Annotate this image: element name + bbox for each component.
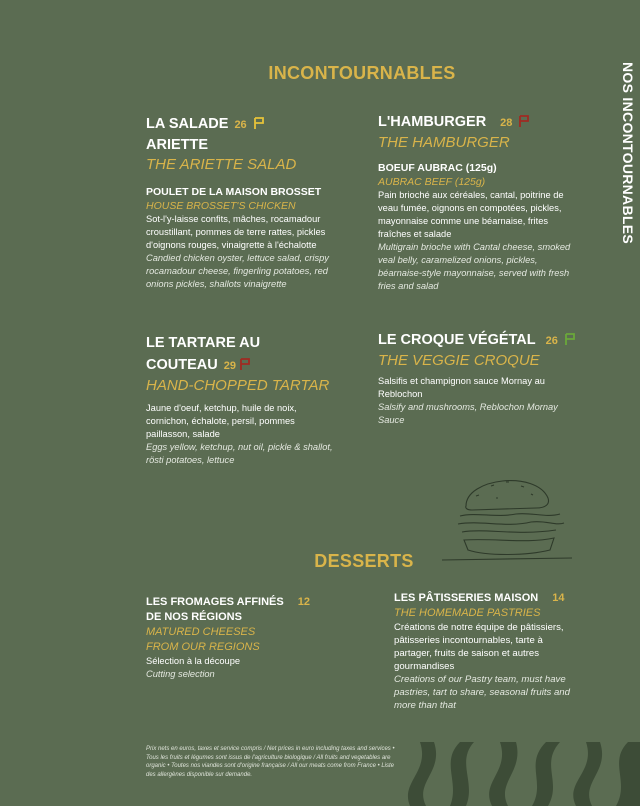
item-description: Sot-l'y-laisse confits, mâches, rocamadour croustillant, pommes de terre rattes, pickles d'oignons rouges, vinaigrette à l'échalotte xyxy=(146,214,326,250)
item-description-en: Cutting selection xyxy=(146,669,215,679)
item-name: LES FROMAGES AFFINÉS xyxy=(146,596,284,608)
footer-note: Prix nets en euros, taxes et service compris / Net prices in euro including taxes and services • Tous les fruits et légumes sont issus de l'agriculture biologique / All fruits and vegetables are organic • Toutes nos viandes sont d'origine française / All our meats come from France • Liste des allergènes disponible sur demande. xyxy=(146,746,395,778)
dessert-item-fromages xyxy=(146,595,356,681)
flag-icon xyxy=(564,333,576,345)
decorative-wave-pattern xyxy=(400,742,640,806)
item-price: 28 xyxy=(500,117,513,129)
side-title: NOS INCONTOURNABLES xyxy=(620,62,636,245)
item-description: Pain brioché aux céréales, cantal, poitrine de veau fumée, oignons en compotées, pickles, mayonnaise comme une béarnaise, frites fraîches et salade xyxy=(378,190,564,239)
item-name: LA SALADE xyxy=(146,116,229,132)
item-description: Jaune d'oeuf, ketchup, huile de noix, cornichon, échalote, persil, pommes paillasson, salade xyxy=(146,403,297,439)
item-price: 14 xyxy=(552,592,565,604)
item-english-name: MATURED CHEESES xyxy=(146,626,256,638)
item-description: Salsifis et champignon sauce Mornay au Reblochon xyxy=(378,376,545,399)
item-english-name-cont: FROM OUR REGIONS xyxy=(146,641,260,653)
item-price: 26 xyxy=(234,119,247,131)
item-name: LE TARTARE AU xyxy=(146,335,261,351)
item-description-en: Eggs yellow, ketchup, nut oil, pickle & shallot, rösti potatoes, lettuce xyxy=(146,442,333,465)
item-name: LES PÂTISSERIES MAISON xyxy=(394,592,539,604)
flag-icon xyxy=(239,358,251,370)
item-price: 29 xyxy=(223,360,236,372)
item-name-cont: DE NOS RÉGIONS xyxy=(146,611,242,623)
item-subheading-en: HOUSE BROSSET'S CHICKEN xyxy=(146,200,296,212)
item-name: LE CROQUE VÉGÉTAL xyxy=(378,332,536,348)
item-subheading: POULET DE LA MAISON BROSSET xyxy=(146,186,322,198)
menu-item-salade xyxy=(146,114,346,291)
menu-item-hamburger xyxy=(378,112,573,293)
section-title-incontournables: INCONTOURNABLES xyxy=(268,63,456,83)
item-name-cont: COUTEAU xyxy=(146,357,218,373)
item-description-en: Creations of our Pastry team, must have pastries, tart to share, seasonal fruits and more than that xyxy=(394,674,570,711)
flag-icon xyxy=(253,117,265,129)
item-description-en: Candied chicken oyster, lettuce salad, crispy rocamadour cheese, fingerling potatoes, red onions pickles, shallots vinaigrette xyxy=(146,253,329,289)
menu-item-tartare xyxy=(146,333,336,467)
menu-item-croque xyxy=(378,330,588,427)
item-english-name: HAND-CHOPPED TARTAR xyxy=(146,377,330,394)
dessert-item-patisseries xyxy=(394,591,582,712)
item-description: Sélection à la découpe xyxy=(146,656,241,666)
item-english-name: THE HAMBURGER xyxy=(378,134,510,151)
item-description-en: Multigrain brioche with Cantal cheese, smoked veal belly, caramelized onions, pickles, béarnaise-style mayonnaise, served with fresh fries and salad xyxy=(378,242,571,291)
item-name-cont: ARIETTE xyxy=(146,137,209,153)
item-name: L'HAMBURGER xyxy=(378,114,487,130)
item-subheading-en: AUBRAC BEEF (125g) xyxy=(378,176,486,188)
item-subheading: BOEUF AUBRAC (125g) xyxy=(378,162,497,174)
flag-icon xyxy=(518,115,530,127)
section-title-desserts: DESSERTS xyxy=(314,551,414,571)
item-price: 12 xyxy=(297,596,310,608)
item-english-name: THE ARIETTE SALAD xyxy=(146,156,297,173)
item-english-name: THE VEGGIE CROQUE xyxy=(378,352,540,369)
item-english-name: THE HOMEMADE PASTRIES xyxy=(394,607,541,619)
item-description-en: Salsify and mushrooms, Reblochon Mornay Sauce xyxy=(378,402,558,425)
item-description: Créations de notre équipe de pâtissiers, pâtisseries incontournables, tarte à partager, fruits de saison et autres gourmandises xyxy=(394,622,564,672)
item-price: 26 xyxy=(545,335,558,347)
